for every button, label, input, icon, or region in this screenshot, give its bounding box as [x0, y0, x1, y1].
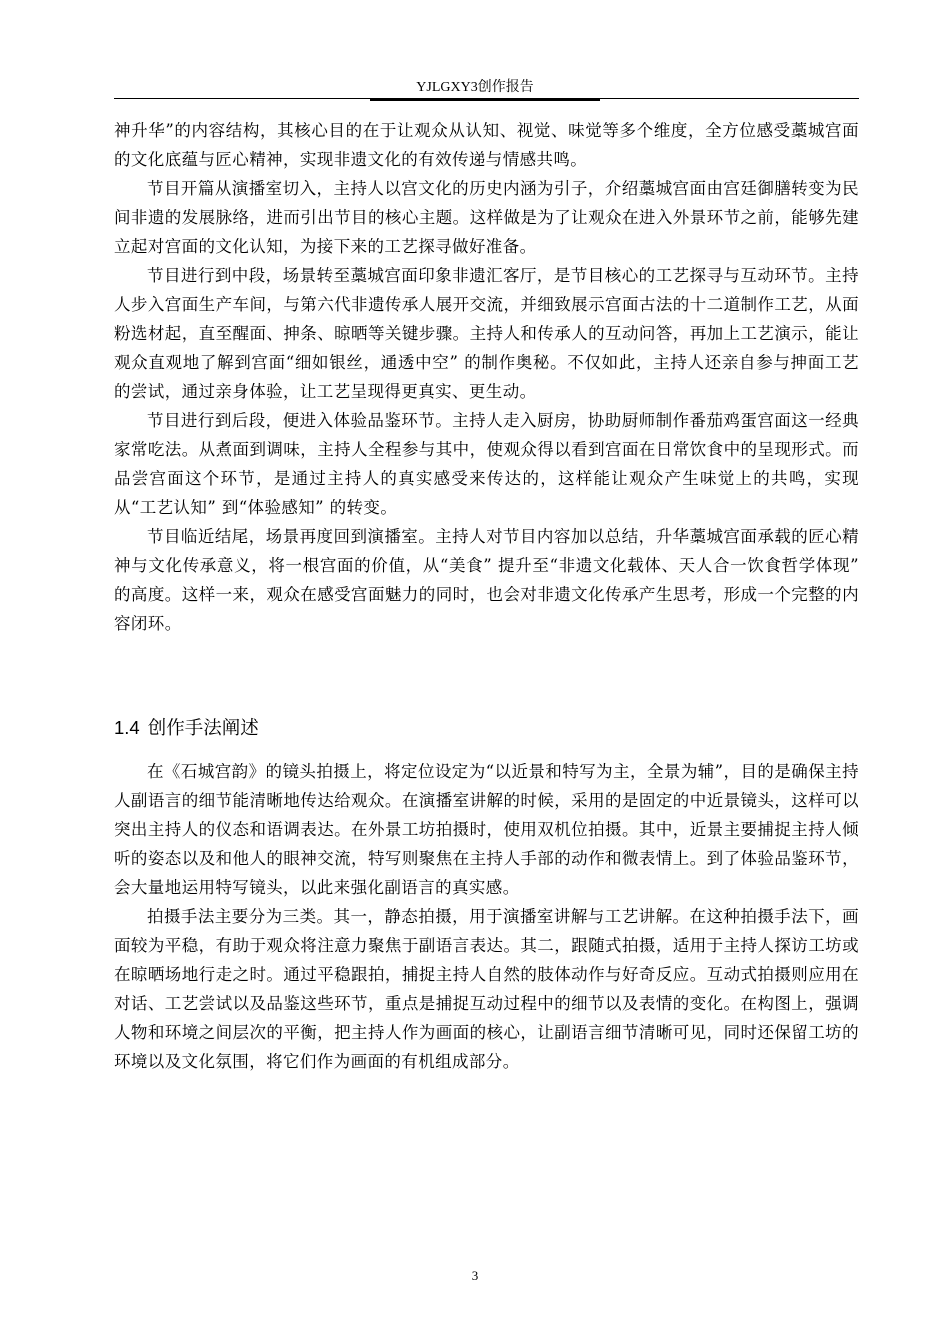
body-paragraph-3: 节目进行到中段，场景转至藁城宫面印象非遗汇客厅，是节目核心的工艺探寻与互动环节。主持人步入宫面生产车间，与第六代非遗传承人展开交流，并细致展示宫面古法的十二道制作工艺，从面粉选材起，直至醒面、抻条、晾晒等关键步骤。主持人和传承人的互动问答，再加上工艺演示，能让观众直观地了解到宫面“细如银丝，通透中空” 的制作奥秘。不仅如此，主持人还亲自参与抻面工艺的尝试，通过亲身体验，让工艺呈现得更真实、更生动。 [114, 266, 859, 401]
section-paragraph-1: 在《石城宫韵》的镜头拍摄上，将定位设定为“以近景和特写为主，全景为辅”，目的是确保主持人副语言的细节能清晰地传达给观众。在演播室讲解的时候，采用的是固定的中近景镜头，这样可以突出主持人的仪态和语调表达。在外景工坊拍摄时，使用双机位拍摄。其中，近景主要捕捉主持人倾听的姿态以及和他人的眼神交流，特写则聚焦在主持人手部的动作和微表情上。到了体验品鉴环节，会大量地运用特写镜头，以此来强化副语言的真实感。 [114, 762, 859, 897]
header-title: YJLGXY3创作报告 [416, 80, 534, 95]
body-paragraph-5: 节目临近结尾，场景再度回到演播室。主持人对节目内容加以总结，升华藁城宫面承载的匠心精神与文化传承意义，将一根宫面的价值，从“美食” 提升至“非遗文化载体、天人合一饮食哲学体现” 的高度。这样一来，观众在感受宫面魅力的同时，也会对非遗文化传承产生思考，形成一个完整的内容闭环。 [114, 527, 859, 633]
document-body [114, 116, 859, 1076]
page-number: 3 [471, 1268, 479, 1283]
section-heading [114, 714, 859, 743]
section-paragraph-2: 拍摄手法主要分为三类。其一，静态拍摄，用于演播室讲解与工艺讲解。在这种拍摄手法下，画面较为平稳，有助于观众将注意力聚焦于副语言表达。其二，跟随式拍摄，适用于主持人探访工坊或在晾晒场地行走之时。通过平稳跟拍，捕捉主持人自然的肢体动作与好奇反应。互动式拍摄则应用在对话、工艺尝试以及品鉴这些环节，重点是捕捉互动过程中的细节以及表情的变化。在构图上，强调人物和环境之间层次的平衡，把主持人作为画面的核心，让副语言细节清晰可见，同时还保留工坊的环境以及文化氛围，将它们作为画面的有机组成部分。 [114, 907, 859, 1071]
section-number: 1.4 [114, 717, 140, 738]
section-title: 创作手法阐述 [147, 718, 259, 739]
header-rule-accent [370, 98, 600, 101]
body-paragraph-4: 节目进行到后段，便进入体验品鉴环节。主持人走入厨房，协助厨师制作番茄鸡蛋宫面这一经典家常吃法。从煮面到调味，主持人全程参与其中，使观众得以看到宫面在日常饮食中的呈现形式。而品尝宫面这个环节，是通过主持人的真实感受来传达的，这样能让观众产生味觉上的共鸣，实现从“工艺认知” 到“体验感知” 的转变。 [114, 411, 859, 517]
body-paragraph-2: 节目开篇从演播室切入，主持人以宫文化的历史内涵为引子，介绍藁城宫面由宫廷御膳转变为民间非遗的发展脉络，进而引出节目的核心主题。这样做是为了让观众在进入外景环节之前，能够先建立起对宫面的文化认知，为接下来的工艺探寻做好准备。 [114, 179, 859, 256]
body-paragraph-1: 神升华”的内容结构，其核心目的在于让观众从认知、视觉、味觉等多个维度，全方位感受藁城宫面的文化底蕴与匠心精神，实现非遗文化的有效传递与情感共鸣。 [114, 121, 859, 169]
